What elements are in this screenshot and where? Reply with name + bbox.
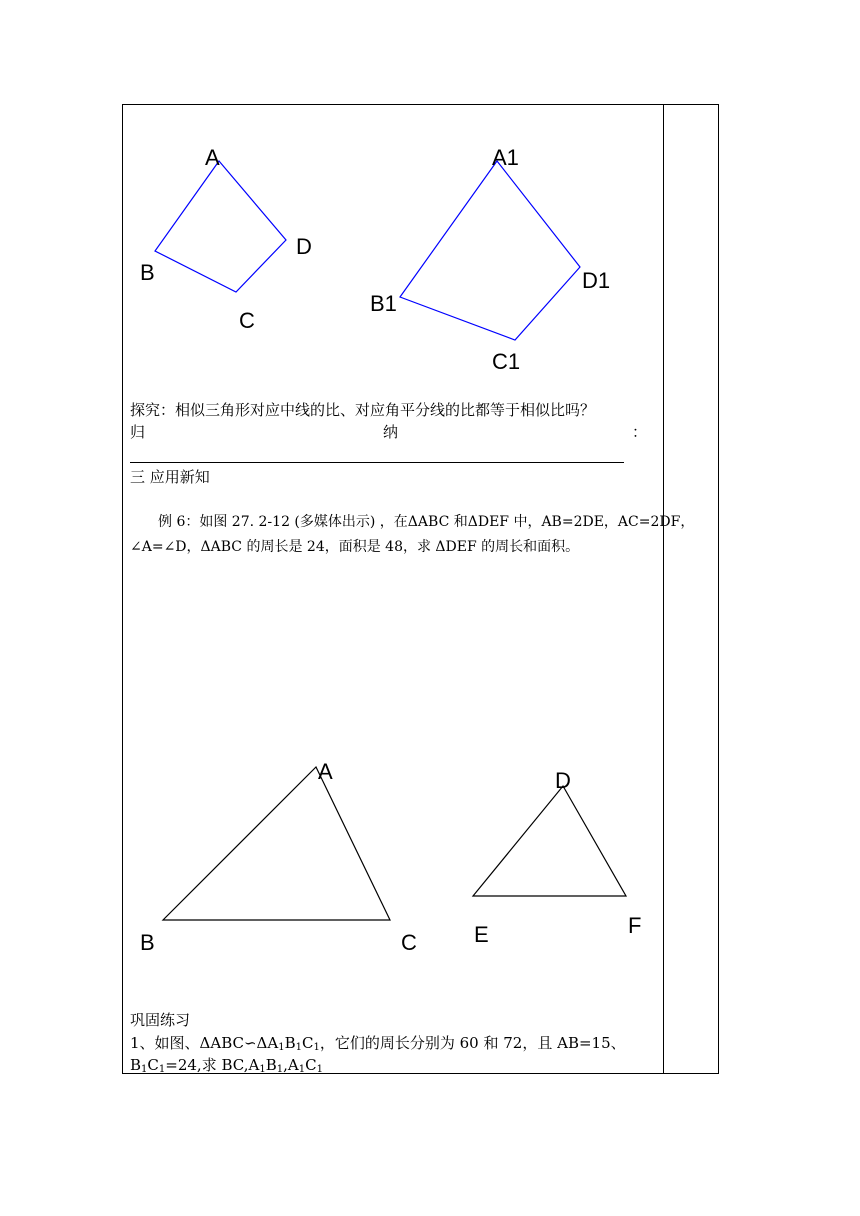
- quadrilateral-a1b1c1d1: [400, 161, 580, 340]
- practice-q1-line-1: 1、如图、$\Delta ABC∽\Delta A_1B_1C_1$，它们的周长分别为 60 和 72，且 AB=15、: [130, 1034, 626, 1053]
- answer-underline: [130, 462, 624, 463]
- quad-large-label-a1: A1: [492, 145, 519, 170]
- tri-abc-label-c: C: [401, 930, 417, 955]
- quad-small-label-a: A: [205, 145, 220, 170]
- practice-q1-line-2: $B_1C_1=24$,求 $BC,A_1B_1,A_1C_1$: [130, 1056, 323, 1075]
- summary-char-2: 纳: [383, 423, 399, 441]
- example-line-1: 例 6：如图 27. 2-12 (多媒体出示) ，在ΔABC 和ΔDEF 中，AB=2DE，AC=2DF，: [158, 514, 695, 530]
- quad-small-label-d: D: [296, 234, 312, 259]
- quad-large-label-b1: B1: [370, 291, 397, 316]
- summary-char-1: 归: [130, 423, 146, 441]
- practice-title: 巩固练习: [130, 1011, 191, 1029]
- example-line-2: ∠A=∠D，ΔABC 的周长是 24，面积是 48，求 ΔDEF 的周长和面积。: [130, 539, 580, 555]
- summary-colon: ：: [632, 423, 648, 441]
- tri-def-label-d: D: [555, 768, 571, 793]
- tri-abc-label-a: A: [318, 759, 333, 784]
- triangle-def: [473, 786, 626, 896]
- quad-small-label-b: B: [140, 260, 155, 285]
- quad-small-label-c: C: [239, 308, 255, 333]
- triangle-abc: [163, 767, 390, 920]
- quadrilateral-abcd: [155, 161, 286, 292]
- section-title: 三 应用新知: [130, 468, 210, 486]
- quad-large-label-d1: D1: [582, 268, 611, 293]
- quad-large-label-c1: C1: [492, 349, 521, 374]
- tri-def-label-e: E: [474, 922, 489, 947]
- explore-question: 探究：相似三角形对应中线的比、对应角平分线的比都等于相似比吗？: [130, 401, 596, 419]
- tri-abc-label-b: B: [140, 930, 155, 955]
- tri-def-label-f: F: [628, 913, 642, 938]
